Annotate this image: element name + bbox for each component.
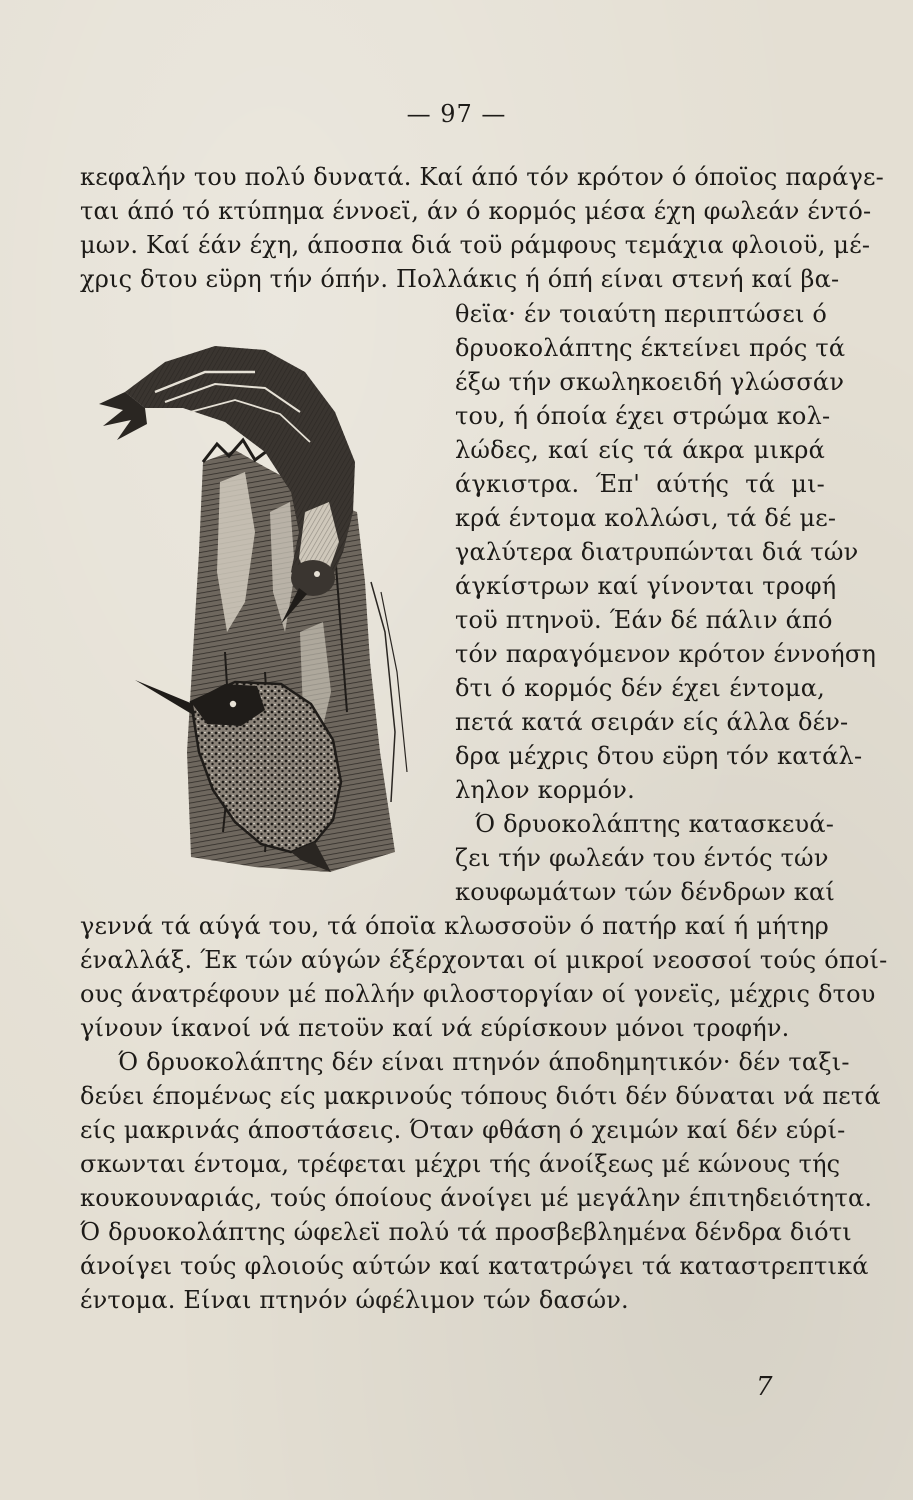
text-line: ζει τήν φωλεάν του έντός τών (455, 844, 829, 872)
page-number: — 97 — (406, 100, 507, 128)
woodpecker-illustration (95, 332, 435, 877)
text-line: κουφωμάτων τών δένδρων καί (455, 878, 835, 906)
text-line: κουκουναριάς, τούς όποίους άνοίγει μέ μεγάλην έπιτηδειότητα. (80, 1184, 873, 1212)
text-line: γαλύτερα διατρυπώνται διά τών (455, 538, 859, 566)
text-line: κεφαλήν του πολύ δυνατά. Καί άπό τόν κρότον ό όποϊος παράγε- (80, 163, 884, 191)
text-line: Ό δρυοκολάπτης κατασκευά- (475, 810, 835, 838)
text-line: του, ή όποία έχει στρώμα κολ- (455, 402, 831, 430)
text-line: Ό δρυοκολάπτης ώφελεϊ πολύ τά προσβεβλημένα δένδρα διότι (80, 1218, 852, 1246)
text-line: κρά έντομα κολλώσι, τά δέ με- (455, 504, 837, 532)
text-line: έναλλάξ. Έκ τών αύγών έξέρχονται οί μικροί νεοσσοί τούς όποί- (80, 946, 888, 974)
signature-mark: 7 (756, 1372, 773, 1402)
text-line: είς μακρινάς άποστάσεις. Όταν φθάση ό χειμών καί δέν εύρί- (80, 1116, 846, 1144)
text-line: θεϊα· έν τοιαύτη περιπτώσει ό (455, 300, 828, 328)
text-line: γεννά τά αύγά του, τά όποϊα κλωσσοϋν ό πατήρ καί ή μήτηρ (80, 912, 829, 940)
text-line: ληλον κορμόν. (455, 776, 635, 804)
text-line: άγκίστρων καί γίνονται τροφή (455, 572, 837, 600)
text-line: έντομα. Είναι πτηνόν ώφέλιμον τών δασών. (80, 1286, 629, 1314)
text-line: ους άνατρέφουν μέ πολλήν φιλοστοργίαν οί γονεϊς, μέχρις δτου (80, 980, 876, 1008)
text-line: Ό δρυοκολάπτης δέν είναι πτηνόν άποδημητικόν· δέν ταξι- (118, 1048, 850, 1076)
text-line: δρυοκολάπτης έκτείνει πρός τά (455, 334, 846, 362)
text-line: λώδες, καί είς τά άκρα μικρά (455, 436, 825, 464)
text-line: δτι ό κορμός δέν έχει έντομα, (455, 674, 825, 702)
text-line: χρις δτου εϋρη τήν όπήν. Πολλάκις ή όπή είναι στενή καί βα- (80, 265, 840, 293)
text-line: έξω τήν σκωληκοειδή γλώσσάν (455, 368, 845, 396)
text-line: δεύει έπομένως είς μακρινούς τόπους διότι δέν δύναται νά πετά (80, 1082, 881, 1110)
text-line: τόν παραγόμενον κρότον έννοήση (455, 640, 877, 668)
text-line: μων. Καί έάν έχη, άποσπα διά τοϋ ράμφους τεμάχια φλοιοϋ, μέ- (80, 231, 871, 259)
text-line: τοϋ πτηνοϋ. Έάν δέ πάλιν άπό (455, 606, 833, 634)
text-line: πετά κατά σειράν είς άλλα δέν- (455, 708, 849, 736)
text-line: σκωνται έντομα, τρέφεται μέχρι τής άνοίξεως μέ κώνους τής (80, 1150, 841, 1178)
text-line: άνοίγει τούς φλοιούς αύτών καί κατατρώγει τά καταστρεπτικά (80, 1252, 869, 1280)
text-line: άγκιστρα. Έπ' αύτής τά μι- (455, 470, 825, 498)
text-line: δρα μέχρις δτου εϋρη τόν κατάλ- (455, 742, 863, 770)
text-line: γίνουν ίκανοί νά πετοϋν καί νά εύρίσκουν μόνοι τροφήν. (80, 1014, 790, 1042)
text-line: ται άπό τό κτύπημα έννοεϊ, άν ό κορμός μέσα έχη φωλεάν έντό- (80, 197, 872, 225)
